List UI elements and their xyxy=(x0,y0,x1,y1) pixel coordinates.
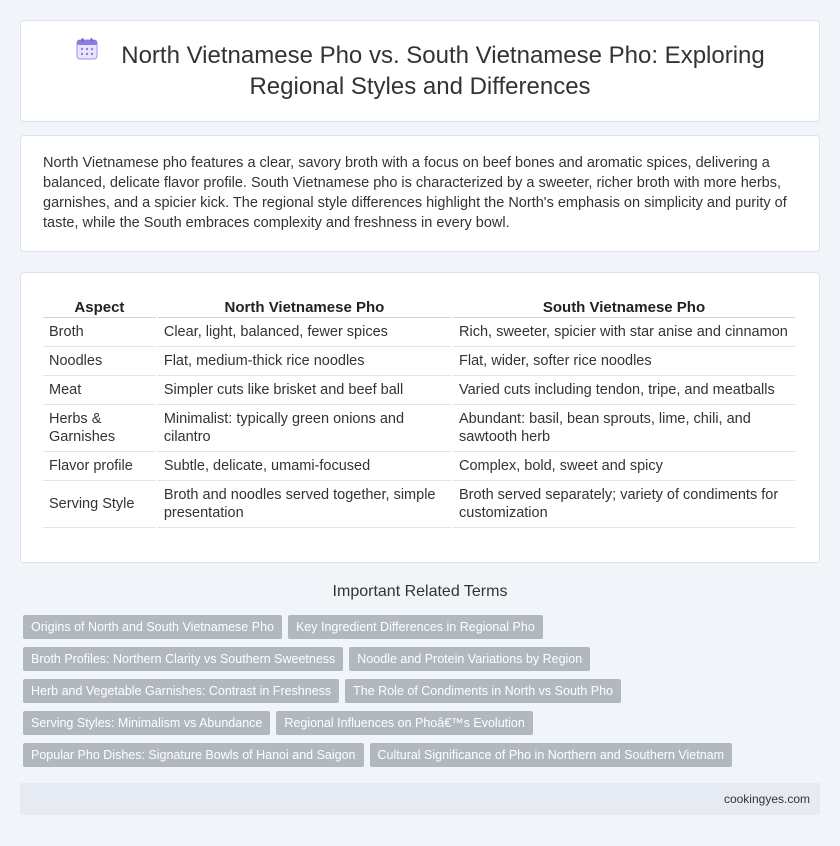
row-aspect: Herbs & Garnishes xyxy=(43,405,156,452)
related-term-link[interactable]: Popular Pho Dishes: Signature Bowls of Hanoi and Saigon xyxy=(23,743,364,767)
table-row xyxy=(43,318,795,347)
table-row xyxy=(43,405,795,452)
row-aspect: Meat xyxy=(43,376,156,405)
row-south: Broth served separately; variety of condiments for customization xyxy=(453,481,795,528)
header-south: South Vietnamese Pho xyxy=(453,295,795,318)
row-north: Clear, light, balanced, fewer spices xyxy=(158,318,451,347)
row-north: Minimalist: typically green onions and cilantro xyxy=(158,405,451,452)
header-north: North Vietnamese Pho xyxy=(158,295,451,318)
row-north: Simpler cuts like brisket and beef ball xyxy=(158,376,451,405)
header-aspect: Aspect xyxy=(43,295,156,318)
title-card xyxy=(20,20,820,122)
row-north: Broth and noodles served together, simple presentation xyxy=(158,481,451,528)
table-row xyxy=(43,481,795,528)
related-terms-title: Important Related Terms xyxy=(332,583,508,600)
calendar-icon xyxy=(75,37,99,68)
related-term-link[interactable]: Broth Profiles: Northern Clarity vs Southern Sweetness xyxy=(23,647,343,671)
row-south: Varied cuts including tendon, tripe, and meatballs xyxy=(453,376,795,405)
related-term-link[interactable]: Cultural Significance of Pho in Northern and Southern Vietnam xyxy=(370,743,733,767)
related-terms-tags xyxy=(23,615,823,775)
comparison-table xyxy=(41,295,797,528)
related-term-link[interactable]: Regional Influences on Phoâ€™s Evolution xyxy=(276,711,532,735)
row-south: Abundant: basil, bean sprouts, lime, chili, and sawtooth herb xyxy=(453,405,795,452)
table-row xyxy=(43,376,795,405)
tag-row xyxy=(23,615,823,639)
row-aspect: Broth xyxy=(43,318,156,347)
intro-card xyxy=(20,135,820,252)
row-north: Flat, medium-thick rice noodles xyxy=(158,347,451,376)
tag-row xyxy=(23,679,823,703)
related-term-link[interactable]: Origins of North and South Vietnamese Pho xyxy=(23,615,282,639)
table-header-row xyxy=(43,295,795,318)
row-south: Flat, wider, softer rice noodles xyxy=(453,347,795,376)
row-aspect: Noodles xyxy=(43,347,156,376)
row-south: Rich, sweeter, spicier with star anise and cinnamon xyxy=(453,318,795,347)
page-title: North Vietnamese Pho vs. South Vietnamese Pho: Exploring Regional Styles and Differences xyxy=(121,41,765,101)
related-term-link[interactable]: The Role of Condiments in North vs South Pho xyxy=(345,679,621,703)
related-term-link[interactable]: Serving Styles: Minimalism vs Abundance xyxy=(23,711,270,735)
tag-row xyxy=(23,711,823,735)
row-south: Complex, bold, sweet and spicy xyxy=(453,452,795,481)
footer xyxy=(20,783,820,815)
footer-site-link[interactable]: cookingyes.com xyxy=(723,792,810,806)
comparison-table-card xyxy=(20,272,820,563)
related-term-link[interactable]: Herb and Vegetable Garnishes: Contrast in Freshness xyxy=(23,679,339,703)
page-title-wrap xyxy=(51,41,789,101)
row-aspect: Flavor profile xyxy=(43,452,156,481)
table-row xyxy=(43,347,795,376)
related-term-link[interactable]: Noodle and Protein Variations by Region xyxy=(349,647,590,671)
table-row xyxy=(43,452,795,481)
row-aspect: Serving Style xyxy=(43,481,156,528)
intro-text: North Vietnamese pho features a clear, savory broth with a focus on beef bones and aromatic spices, delivering a balanced, delicate flavor profile. South Vietnamese pho is characterized by a sweeter, richer broth with more herbs, garnishes, and a spicier kick. The regional style differences highlight the North's emphasis on simplicity and purity of taste, while the South embraces complexity and freshness in every bowl. xyxy=(43,155,787,231)
related-term-link[interactable]: Key Ingredient Differences in Regional Pho xyxy=(288,615,543,639)
tag-row xyxy=(23,743,823,767)
row-north: Subtle, delicate, umami-focused xyxy=(158,452,451,481)
tag-row xyxy=(23,647,823,671)
